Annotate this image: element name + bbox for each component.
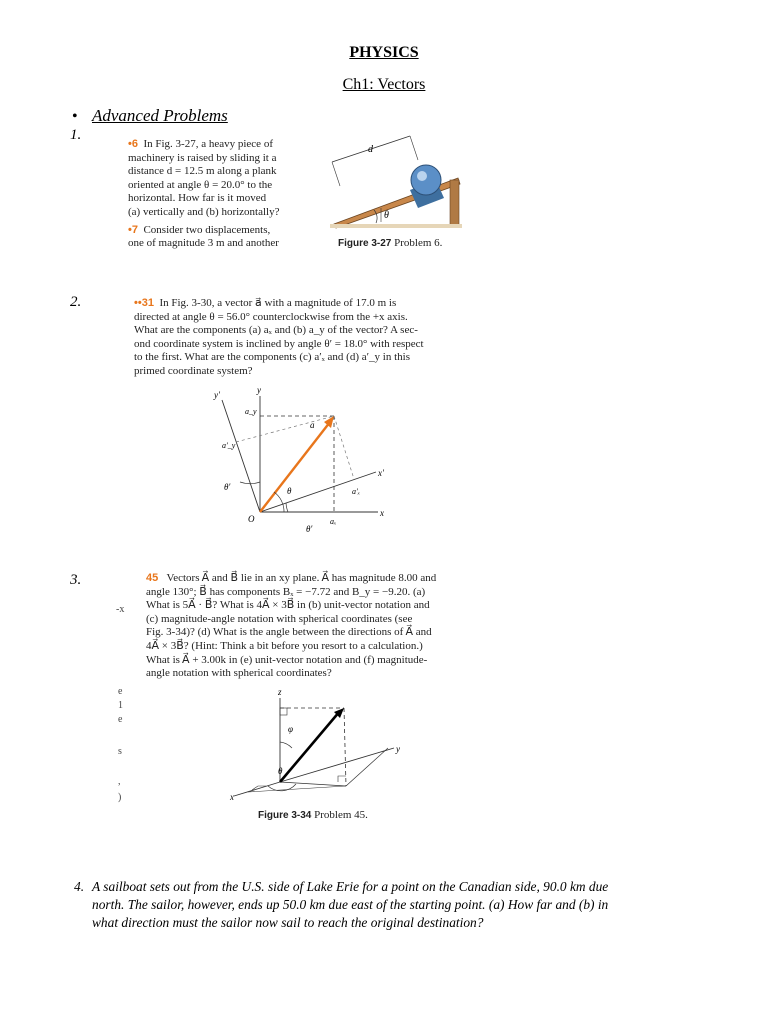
caption-text: Problem 6. — [394, 237, 443, 249]
page-subtitle: Ch1: Vectors — [342, 76, 426, 93]
label-theta-prime-2: θ′ — [306, 524, 313, 534]
vector-a — [280, 711, 340, 782]
right-angle-marker — [338, 776, 346, 782]
text-line: (a) vertically and (b) horizontally? — [128, 205, 280, 218]
plane-edge — [346, 748, 388, 786]
text-line: Fig. 3-34)? (d) What is the angle between the directions of A⃗ and — [146, 626, 432, 639]
label-y: y — [396, 744, 400, 754]
text-line: distance d = 12.5 m along a plank — [128, 165, 277, 178]
label-x: x — [380, 508, 384, 518]
question-4-line: A sailboat sets out from the U.S. side of Lake Erie for a point on the Canadian side, 90.0 km due — [92, 879, 609, 894]
plank — [334, 178, 460, 228]
label-y-prime: y′ — [214, 390, 220, 400]
text-line: ond coordinate system is inclined by angle θ′ = 18.0° with respect — [134, 337, 424, 350]
machine-icon — [411, 165, 441, 195]
problem-tag: ••31 — [134, 297, 154, 309]
text-line: directed at angle θ = 56.0° counterclockwise from the +x axis. — [134, 310, 408, 323]
dashed-vertical — [344, 708, 346, 786]
margin-fragment: e — [118, 714, 123, 725]
problem-number-3: 3. — [70, 572, 82, 588]
machine-highlight — [417, 171, 427, 181]
problem-6-text — [128, 138, 318, 251]
figure-3-30 — [200, 384, 400, 536]
text-line: In Fig. 3-27, a heavy piece of — [143, 138, 273, 150]
text-line: horizontal. How far is it moved — [128, 192, 267, 205]
theta-arc — [274, 492, 284, 512]
margin-fragment: e — [118, 686, 123, 697]
text-line: Vectors A⃗ and B⃗ lie in an xy plane. A⃗ has magnitude 8.00 and — [166, 572, 437, 584]
label-x-prime: x′ — [378, 468, 384, 478]
label-ax: aₓ — [330, 517, 337, 526]
label-theta: θ — [278, 766, 283, 776]
text-line: to the first. What are the components (c) a′ₓ and (d) a′_y in this — [134, 351, 410, 364]
problem-tag: •6 — [128, 138, 138, 150]
caption-label: Figure 3-27 — [338, 238, 392, 249]
question-4 — [74, 878, 704, 932]
bullet-icon: • — [72, 108, 78, 125]
label-z: z — [278, 687, 282, 697]
caption-label: Figure 3-34 — [258, 810, 312, 821]
dimension-tick — [332, 162, 340, 186]
page-title: PHYSICS — [349, 44, 419, 61]
y-axis — [280, 748, 394, 782]
axp-dashed — [334, 416, 354, 479]
figure-3-27-caption — [338, 237, 442, 249]
label-y: y — [257, 385, 261, 395]
problem-31-text — [134, 297, 474, 379]
label-theta: θ — [384, 210, 389, 221]
question-4-line: north. The sailor, however, ends up 50.0 km due east of the starting point. (a) How far and (b) in — [92, 897, 609, 912]
text-line: angle 130°; B⃗ has components Bₓ = −7.72 and B_y = −9.20. (a) — [146, 585, 426, 598]
text-line: Consider two displacements, — [143, 223, 271, 236]
text-line: primed coordinate system? — [134, 364, 253, 377]
label-origin: O — [248, 514, 255, 524]
problem-tag: 45 — [146, 572, 159, 584]
ground — [330, 224, 462, 228]
text-line: 4A⃗ × 3B⃗? (Hint: Think a bit before you resort to a calculation.) — [146, 639, 423, 652]
right-angle-marker — [280, 708, 287, 715]
question-number-4: 4. — [74, 879, 85, 894]
text-line: What are the components (a) aₓ and (b) a_y of the vector? A sec- — [134, 324, 418, 337]
label-phi: φ — [288, 724, 293, 734]
text-line: What is A⃗ + 3.00k in (e) unit-vector notation and (f) magnitude- — [146, 653, 428, 666]
caption-text: Problem 45. — [314, 809, 368, 821]
thetap2-arc — [286, 503, 288, 512]
projection-line — [280, 782, 346, 786]
problem-45-text — [146, 572, 486, 681]
label-ay: a_y — [245, 407, 257, 416]
figure-3-27 — [326, 128, 466, 232]
text-line: In Fig. 3-30, a vector a⃗ with a magnitude of 17.0 m is — [159, 297, 397, 309]
y-prime-axis — [222, 400, 260, 512]
phi-arc — [280, 742, 292, 748]
margin-fragment: 1 — [118, 700, 123, 711]
text-line: oriented at angle θ = 20.0° to the — [128, 178, 273, 191]
label-theta: θ — [287, 486, 292, 496]
text-line: one of magnitude 3 m and another — [128, 237, 279, 250]
vector-a — [260, 422, 330, 512]
label-ax-prime: a′ₓ — [352, 487, 361, 496]
figure-3-34 — [222, 686, 412, 804]
label-d: d — [368, 144, 373, 155]
margin-fragment: ) — [118, 792, 122, 803]
section-heading — [72, 106, 228, 126]
text-line: What is 5A⃗ · B⃗? What is 4A⃗ × 3B⃗ in (b) unit-vector notation and — [146, 599, 430, 612]
label-x: x — [230, 792, 234, 802]
margin-fragment: , — [118, 776, 121, 787]
margin-fragment: s — [118, 746, 122, 757]
text-line: (c) magnitude-angle notation with spherical coordinates (see — [146, 612, 413, 625]
text-line: machinery is raised by sliding it a — [128, 151, 277, 164]
problem-tag: •7 — [128, 223, 138, 236]
figure-3-34-caption — [258, 809, 368, 821]
question-4-line: what direction must the sailor now sail to reach the original destination? — [92, 915, 484, 930]
problem-number-1: 1. — [70, 127, 82, 143]
label-theta-prime: θ′ — [224, 482, 231, 492]
problem-number-2: 2. — [70, 294, 82, 310]
label-ay-prime: a′_y — [222, 441, 236, 450]
dimension-tick — [410, 136, 418, 160]
section-heading-text: Advanced Problems — [92, 106, 228, 125]
plank-support — [450, 180, 459, 226]
label-a: a⃗ — [310, 420, 322, 430]
text-line: angle notation with spherical coordinates? — [146, 667, 332, 680]
margin-fragment: -x — [116, 604, 125, 615]
